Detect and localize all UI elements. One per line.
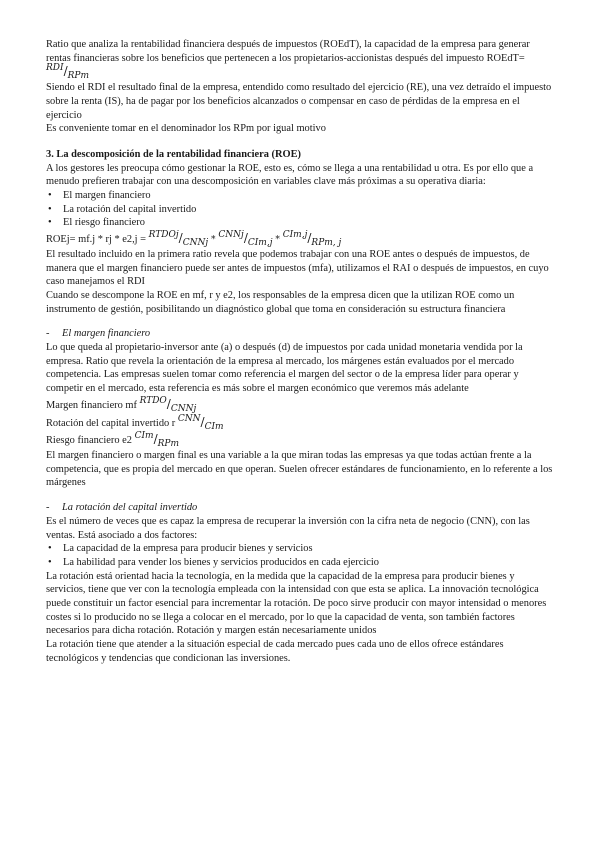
margen-paragraph-2: El margen financiero o margen final es una variable a la que miran todas las empresas ya que todas actúan frente a la competencia, que es propia del mercado en que operan. Suelen ofrecer estándares de funcionamiento, en lo referente a los márgenes bbox=[46, 449, 553, 489]
intro-paragraph-2: Siendo el RDI el resultado final de la empresa, entendido como resultado del ejercicio (RE), una vez detraído el impuesto sobre la renta (IS), ha de pagar por los beneficios alcanzados o compensar en caso de pérdidas de la empresa en el ejercicio bbox=[46, 82, 552, 121]
rotacion-paragraph-3: La rotación tiene que atender a la situación especial de cada mercado pues cada uno de ellos ofrece estándares tecnológicos y tendencias que condicionan las inversiones. bbox=[46, 639, 504, 664]
subsection-margen-heading: - El margen financiero bbox=[46, 328, 151, 340]
list-item: • El margen financiero bbox=[46, 189, 554, 203]
list-item: • La habilidad para vender los bienes y servicios producidos en cada ejercicio bbox=[46, 556, 554, 570]
subsection-rotacion-heading: - La rotación del capital invertido bbox=[46, 502, 198, 514]
section-3-paragraph-2: El resultado incluido en la primera ratio revela que podemos trabajar con una ROE antes o después de impuestos, de manera que el margen financiero puede ser antes de impuestos (mfa), utilizamos el RAI o después de impuestos, en cuyo caso manejamos el RDI bbox=[46, 248, 549, 288]
section-3-heading: 3. La descomposición de la rentabilidad financiera (ROE) bbox=[46, 148, 301, 160]
margen-paragraph-1: Lo que queda al propietario-inversor ante (a) o después (d) de impuestos por cada unidad monetaria vendida por la empresa. Ratio que revela la orientación de la empresa al mercado, los márgenes están evaluados por el mercado competencia. Las empresas suelen tomar como referencia el margen del sector o de la empresa líder para operar y competir en el mercado, esta referencia es más sobre el margen económico que veremos más adelante bbox=[46, 342, 523, 395]
list-item: • La capacidad de la empresa para producir bienes y servicios bbox=[46, 542, 554, 556]
list-item: • La rotación del capital invertido bbox=[46, 203, 554, 217]
section-3-paragraph-1: A los gestores les preocupa cómo gestionar la ROE, esto es, cómo se llega a una rentabilidad u otra. Es por ello que a menudo prefieren trabajar con una descomposición en variables clave más próximas a su operativa diaria: bbox=[46, 162, 534, 188]
rotacion-formula: Rotación del capital invertido r CNN/CIm bbox=[46, 413, 224, 432]
section-3-bullet-list bbox=[46, 189, 554, 230]
list-item: • El riesgo financiero bbox=[46, 216, 554, 230]
intro-paragraph-3: Es conveniente tomar en el denominador los RPm por igual motivo bbox=[46, 123, 326, 135]
section-3-paragraph-3: Cuando se descompone la ROE en mf, r y e2, los responsables de la empresa dicen que la utilizan ROE como un instrumento de gestión, posibilitando un diagnóstico global que toma en consideración su estructura financiera bbox=[46, 289, 515, 315]
roe-decomposition-formula: ROEj= mf.j * rj * e2,j = RTDOj/CNNj * CNNj/CIm,j * CIm,j/RPm, j bbox=[46, 230, 342, 249]
margen-formula: Margen financiero mf RTDO/CNNj bbox=[46, 395, 197, 414]
intro-paragraph-1: Ratio que analiza la rentabilidad financiera después de impuestos (ROEdT), la capacidad de la empresa para generar rentas financieras sobre los beneficios que pertenecen a los propietarios-accionistas después del impuesto ROEdT= RDI/RPm bbox=[46, 39, 530, 82]
rotacion-paragraph-1: Es el número de veces que es capaz la empresa de recuperar la inversión con la cifra neta de negocio (CNN), con las ventas. Está asociado a dos factores: bbox=[46, 515, 530, 541]
rotacion-bullet-list bbox=[46, 542, 554, 569]
roedt-fraction: RDI/RPm bbox=[46, 63, 89, 82]
rotacion-paragraph-2: La rotación está orientad hacia la tecnología, en la medida que la capacidad de la empresa para producir bienes y servicios, tiene que ver con la tecnología empleada con la intensidad con que esta se aplica. La innovación tecnológica puede constituir un factor esencial para incrementar la rotación. De poco sirve producir con mayor intensidad o menores costes si lo producido no se llega a colocar en el mercado, por lo que la capacidad de venta, son también factores necesarios para dicha rotación. Rotación y margen están necesariamente unidos bbox=[46, 570, 547, 637]
riesgo-formula: Riesgo financiero e2 CIm/RPm bbox=[46, 431, 179, 450]
document-page bbox=[46, 38, 554, 666]
